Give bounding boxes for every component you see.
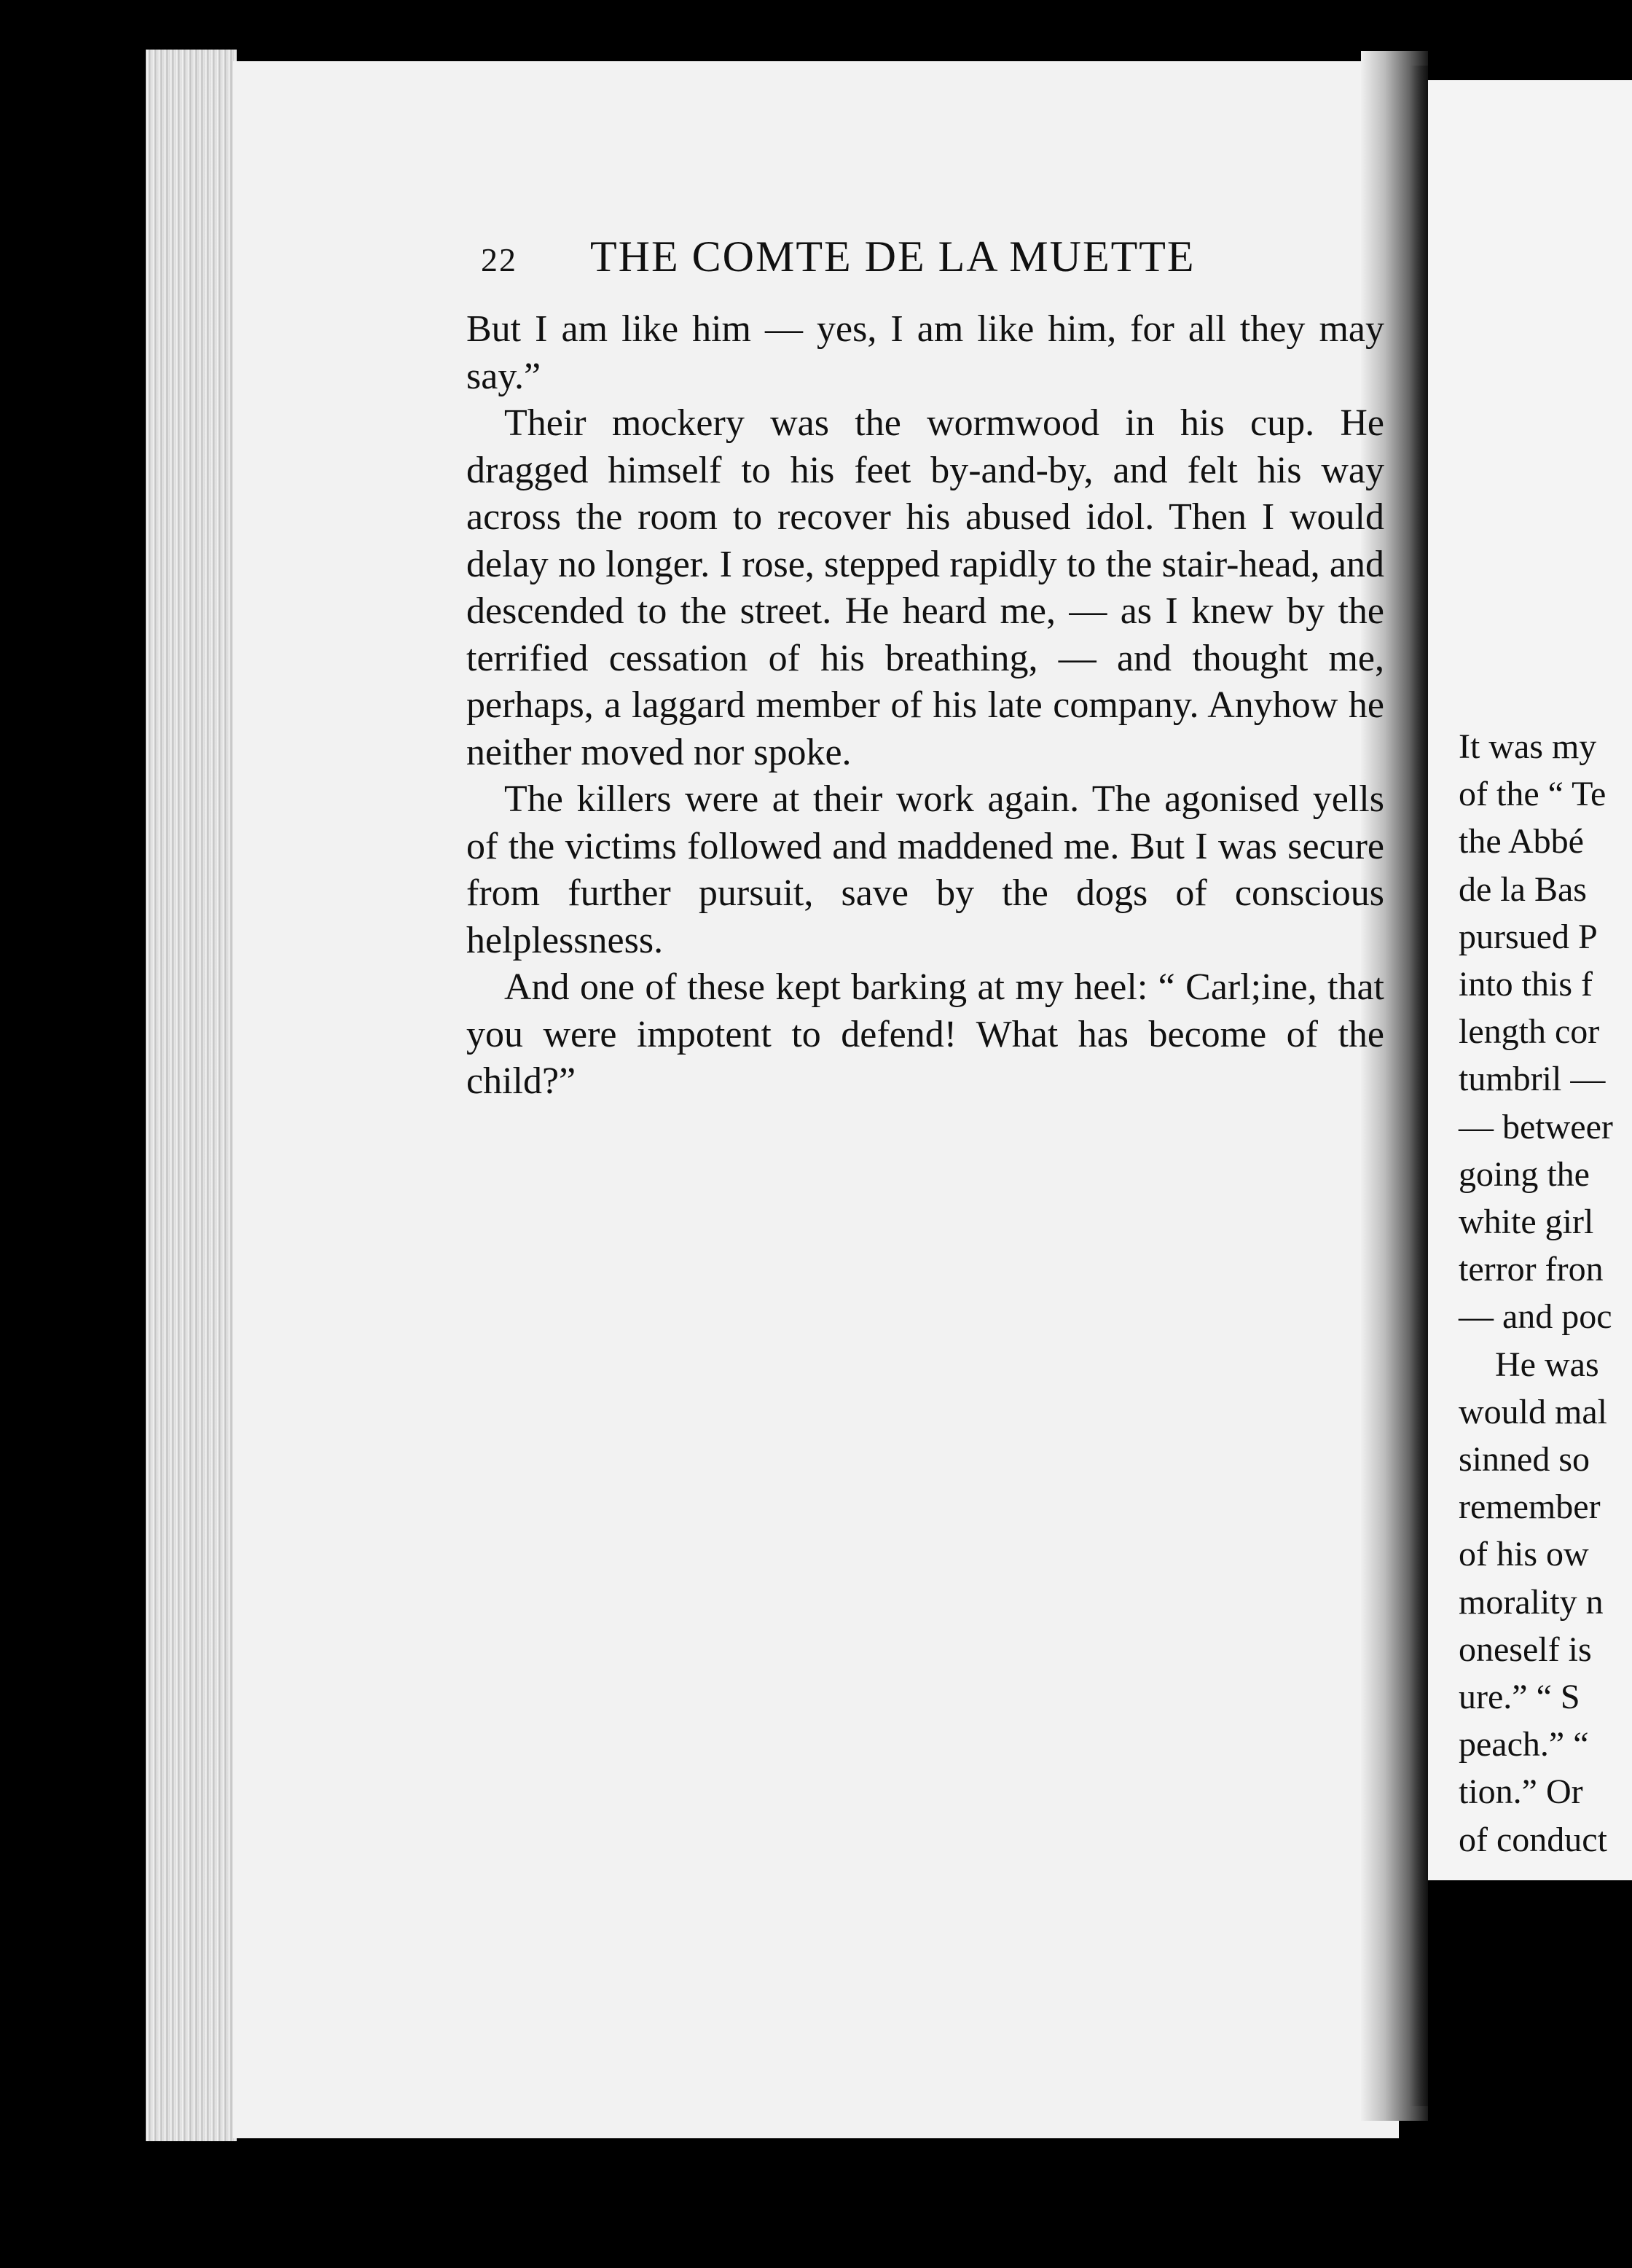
text-line: de la Bas [1459, 869, 1587, 909]
text-line: tumbril — [1459, 1060, 1606, 1099]
text-line: — betweer [1459, 1107, 1613, 1146]
paragraph: Their mockery was the wormwood in his cup. He dragged himself to his feet by-and-by, and felt his way across the room to recover his abused idol. Then I would delay no longer. I rose, stepped rapidly to the stair-head, and descended to the street. He heard me, — as I knew by the terrified cessation of his breathing, — and thought me, perhaps, a laggard member of his late company. Anyhow he neither moved nor spoke. [466, 402, 1384, 773]
text-line: sinned so [1459, 1440, 1590, 1479]
body-text [466, 306, 1384, 1106]
text-line: terror fron [1459, 1250, 1604, 1289]
text-line: peach.” “ [1459, 1725, 1589, 1764]
text-line: It was my [1459, 727, 1597, 766]
text-line: into this f [1459, 965, 1593, 1004]
text-line: of the “ Te [1459, 775, 1606, 814]
text-line: morality n [1459, 1582, 1604, 1622]
text-line: going the [1459, 1154, 1590, 1194]
text-line: would mal [1459, 1392, 1607, 1431]
text-line: — and poc [1459, 1297, 1612, 1337]
text-line: length cor [1459, 1012, 1600, 1052]
page-number: 22 [481, 241, 517, 278]
paragraph: But I am like him — yes, I am like him, for all they may say.” [466, 308, 1384, 397]
text-line: the Abbé [1459, 822, 1584, 861]
text-line: white girl [1459, 1203, 1594, 1242]
text-line: tion.” Or [1459, 1772, 1583, 1812]
paragraph: And one of these kept barking at my heel: “ Carl;ine, that you were impotent to defend! What has become of the child?” [466, 966, 1384, 1102]
text-line: of his ow [1459, 1535, 1589, 1574]
text-line: pursued P [1459, 917, 1598, 956]
running-title: THE COMTE DE LA MUETTE [590, 232, 1196, 281]
text-line: He was [1495, 1345, 1599, 1384]
paragraph: The killers were at their work again. The agonised yells of the victims followed and maddened me. But I was secure from further pursuit, save by the dogs of conscious helplessness. [466, 778, 1384, 961]
text-line: ure.” “ S [1459, 1678, 1580, 1717]
page-edges [146, 50, 237, 2141]
text-line: remember [1459, 1487, 1601, 1527]
text-line: oneself is [1459, 1630, 1592, 1669]
right-page-text [1459, 723, 1632, 1864]
running-head [481, 232, 1282, 282]
text-line: of conduct [1459, 1820, 1607, 1859]
